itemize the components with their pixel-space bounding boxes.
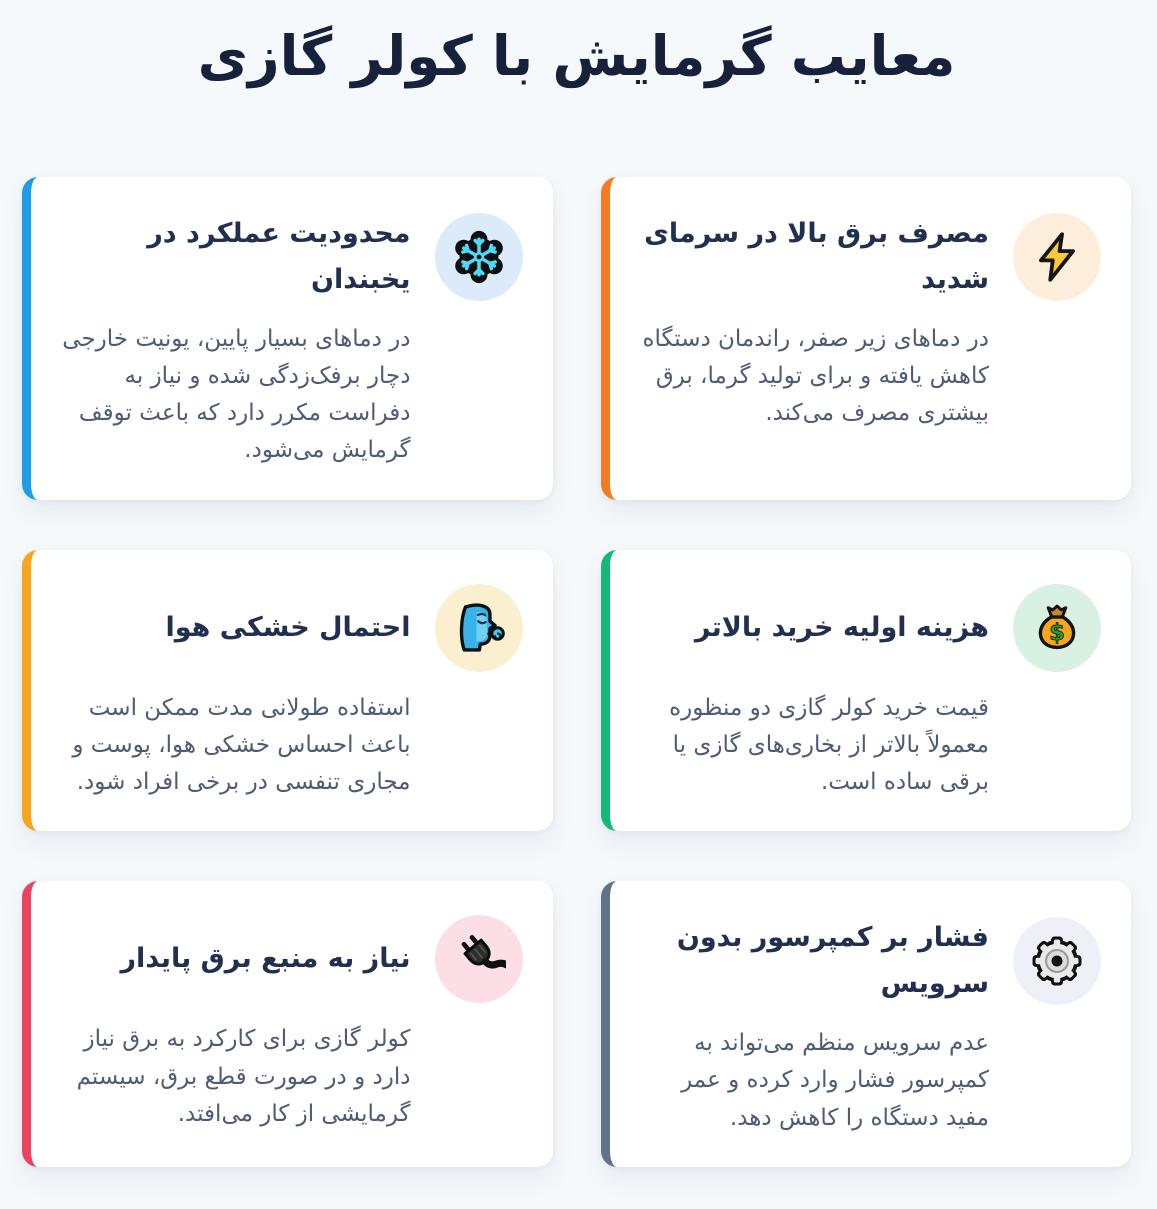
card-header bbox=[640, 915, 1102, 1007]
card-header bbox=[61, 584, 523, 672]
page-title: معایب گرمایش با کولر گازی bbox=[197, 24, 956, 88]
svg-text:$: $ bbox=[1049, 619, 1065, 646]
card-description: قیمت خرید کولر گازی دو منظوره معمولاً بالاتر از بخاری‌های گازی یا برقی ساده است. bbox=[669, 694, 989, 796]
card-description: در دماهای بسیار پایین، یونیت خارجی دچار برفک‌زدگی شده و نیاز به دفراست مکرر دارد که باعث توقف گرمایش می‌شود. bbox=[62, 325, 411, 464]
card-header bbox=[640, 211, 1102, 303]
icon-circle bbox=[435, 915, 523, 1003]
cards-grid bbox=[22, 177, 1131, 1167]
card-description: استفاده طولانی مدت ممکن است باعث احساس خشکی هوا، پوست و مجاری تنفسی در برخی افراد شود. bbox=[72, 694, 411, 796]
card-description: در دماهای زیر صفر، راندمان دستگاه کاهش یافته و برای تولید گرما، برق بیشتری مصرف می‌کند. bbox=[642, 325, 989, 427]
icon-circle bbox=[435, 213, 523, 301]
card-header bbox=[61, 211, 523, 303]
card-description: کولر گازی برای کارکرد به برق نیاز دارد و در صورت قطع برق، سیستم گرمایشی از کار می‌افتد. bbox=[76, 1026, 411, 1127]
plug-icon bbox=[452, 932, 506, 986]
card-title: نیاز به منبع برق پایدار bbox=[120, 943, 411, 975]
disadvantage-card-air-dryness bbox=[22, 550, 553, 832]
card-title: محدودیت عملکرد در یخبندان bbox=[147, 217, 411, 295]
icon-circle bbox=[1013, 917, 1101, 1005]
card-title: فشار بر کمپرسور بدون سرویس bbox=[676, 922, 989, 1000]
disadvantage-card-higher-initial-cost bbox=[601, 550, 1132, 832]
card-title: مصرف برق بالا در سرمای شدید bbox=[644, 217, 989, 295]
card-description: عدم سرویس منظم می‌تواند به کمپرسور فشار وارد کرده و عمر مفید دستگاه را کاهش دهد. bbox=[681, 1030, 989, 1131]
lightning-icon bbox=[1030, 230, 1084, 284]
snowflake-icon bbox=[452, 230, 506, 284]
icon-circle bbox=[1013, 584, 1101, 672]
card-title: هزینه اولیه خرید بالاتر bbox=[694, 611, 989, 643]
wind-face-icon bbox=[452, 601, 506, 655]
disadvantage-card-compressor-stress bbox=[601, 881, 1132, 1167]
card-header bbox=[61, 915, 523, 1003]
icon-circle bbox=[1013, 213, 1101, 301]
gear-icon bbox=[1030, 934, 1084, 988]
money-bag-icon bbox=[1030, 601, 1084, 655]
icon-circle bbox=[435, 584, 523, 672]
card-title: احتمال خشکی هوا bbox=[165, 611, 411, 643]
card-header bbox=[640, 584, 1102, 672]
disadvantage-card-high-power-consumption bbox=[601, 177, 1132, 500]
disadvantage-card-stable-power-needed bbox=[22, 881, 553, 1167]
disadvantage-card-freezing-performance-limit bbox=[22, 177, 553, 500]
